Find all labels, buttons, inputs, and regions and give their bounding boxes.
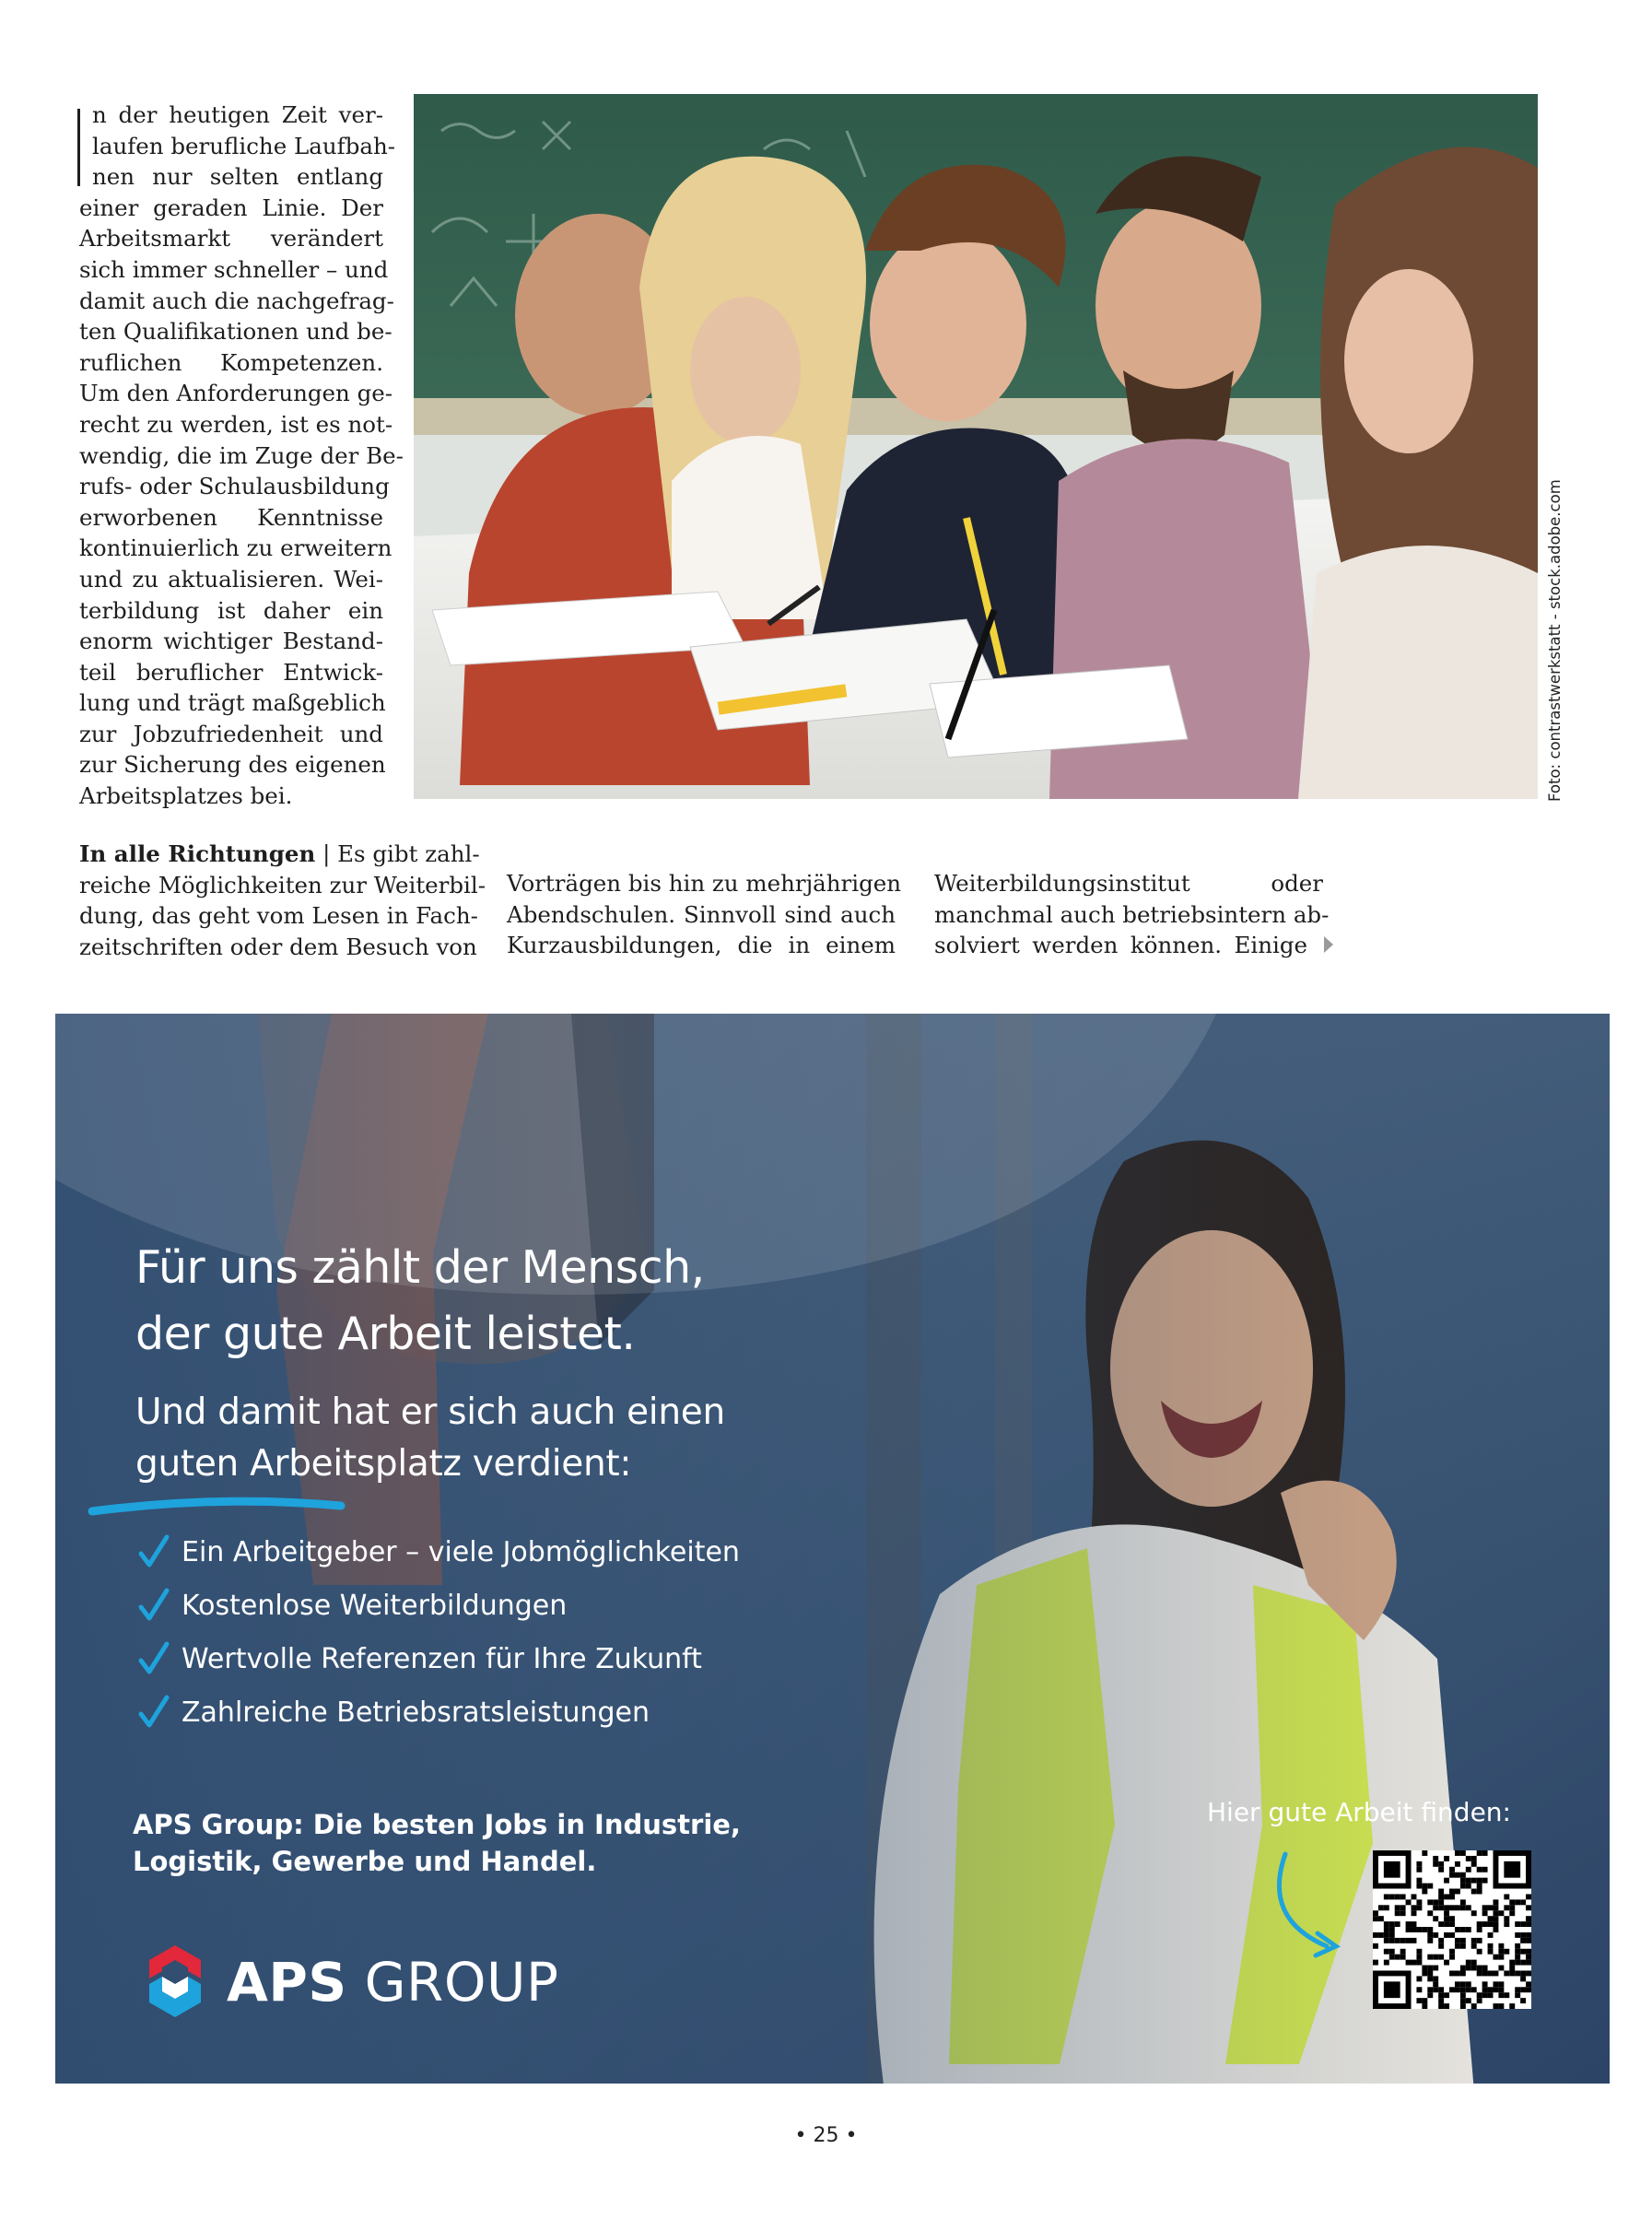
intro-line: wendig, die im Zuge der Be- (79, 441, 404, 469)
intro-paragraph (79, 100, 404, 812)
brand-name-light: GROUP (346, 1951, 559, 2014)
intro-line: enorm wichtiger Bestand- (79, 628, 383, 655)
intro-line: lung und trägt maßgeblich (79, 689, 386, 717)
checkmark-icon (135, 1533, 172, 1570)
benefit-label: Zahlreiche Betriebsratsleistungen (182, 1696, 650, 1729)
intro-line: terbildung ist daher ein (79, 596, 383, 624)
ad-tagline-line: Logistik, Gewerbe und Handel. (133, 1846, 597, 1877)
checkmark-icon (135, 1640, 172, 1677)
intro-line: Arbeitsmarkt verändert (79, 225, 383, 252)
column-line: reiche Möglichkeiten zur Weiterbil- (79, 871, 486, 898)
aps-group-logo (133, 1940, 558, 2025)
column-line: Weiterbildungsinstitut oder (934, 870, 1323, 897)
benefit-item (135, 1579, 740, 1632)
ad-tagline (133, 1806, 741, 1880)
intro-line: teil beruflicher Entwick- (79, 658, 383, 686)
photo-credit: Foto: contrastwerkstatt - stock.adobe.com (1546, 479, 1564, 802)
intro-line: einer geraden Linie. Der (79, 194, 383, 221)
column-line: Kurzausbildungen, die in einem (507, 932, 896, 959)
checkmark-icon (135, 1694, 172, 1731)
classroom-photo (414, 94, 1538, 799)
intro-line: und zu aktualisieren. Wei- (79, 565, 383, 593)
brand-name (227, 1951, 558, 2014)
intro-line: n der heutigen Zeit ver- (92, 101, 383, 128)
ad-subheadline-highlight: guten Arbeitsplatz (135, 1443, 462, 1485)
ad-subheadline (135, 1387, 725, 1490)
column-line: dung, das geht vom Lesen in Fach- (79, 902, 478, 930)
ad-headline-line: Für uns zählt der Mensch, (135, 1241, 705, 1294)
intro-line: ten Qualifikationen und be- (79, 318, 392, 346)
checkmark-icon (135, 1587, 172, 1624)
intro-line: sich immer schneller – und (79, 255, 389, 283)
brand-name-bold: APS (227, 1951, 347, 2014)
qr-label: Hier gute Arbeit finden: (1207, 1797, 1511, 1827)
ad-headline (135, 1235, 705, 1368)
intro-line: laufen berufliche Laufbah- (92, 132, 396, 159)
intro-line: rufs- oder Schulausbildung (79, 473, 390, 500)
benefit-label: Ein Arbeitgeber – viele Jobmöglichkeiten (182, 1535, 740, 1568)
benefit-label: Wertvolle Referenzen für Ihre Zukunft (182, 1642, 702, 1675)
intro-line: damit auch die nachgefrag- (79, 287, 394, 314)
ad-subheadline-line: Und damit hat er sich auch einen (135, 1391, 725, 1433)
benefit-list (135, 1525, 740, 1739)
continue-arrow-icon (1324, 936, 1333, 953)
column-text: | Es gibt zahl- (322, 840, 480, 867)
benefit-item (135, 1632, 740, 1685)
column-line: solviert werden können. Einige (934, 932, 1307, 959)
intro-line: zur Sicherung des eigenen (79, 751, 386, 779)
article-column-3 (934, 868, 1330, 961)
page-number: • 25 • (794, 2124, 858, 2147)
column-line: manchmal auch betriebsintern ab- (934, 900, 1330, 928)
aps-group-advertisement (55, 1014, 1610, 2084)
benefit-item (135, 1685, 740, 1739)
intro-line: nen nur selten entlang (92, 163, 383, 191)
ad-headline-line: der gute Arbeit leistet. (135, 1308, 636, 1360)
intro-line: ruflichen Kompetenzen. (79, 348, 383, 376)
intro-line: kontinuierlich zu erweitern (79, 534, 392, 562)
section-subhead: In alle Richtungen (79, 840, 316, 867)
qr-code[interactable] (1373, 1850, 1531, 2009)
article-column-2 (507, 868, 902, 961)
column-line: zeitschriften oder dem Besuch von (79, 933, 477, 960)
ad-subheadline-line: verdient: (461, 1443, 632, 1485)
intro-line: Arbeitsplatzes bei. (79, 782, 293, 810)
aps-logo-mark-icon (133, 1940, 217, 2025)
column-line: Vorträgen bis hin zu mehrjährigen (507, 870, 902, 897)
intro-line: erworbenen Kenntnisse (79, 503, 383, 531)
intro-line: recht zu werden, ist es not- (79, 410, 393, 438)
benefit-item (135, 1525, 740, 1579)
intro-line: zur Jobzufriedenheit und (79, 720, 383, 747)
benefit-label: Kostenlose Weiterbildungen (182, 1589, 568, 1622)
ad-tagline-line: APS Group: Die besten Jobs in Industrie, (133, 1809, 741, 1840)
column-line: Abendschulen. Sinnvoll sind auch (507, 900, 896, 928)
intro-line: Um den Anforderungen ge- (79, 380, 393, 407)
article-column-1 (79, 839, 486, 962)
